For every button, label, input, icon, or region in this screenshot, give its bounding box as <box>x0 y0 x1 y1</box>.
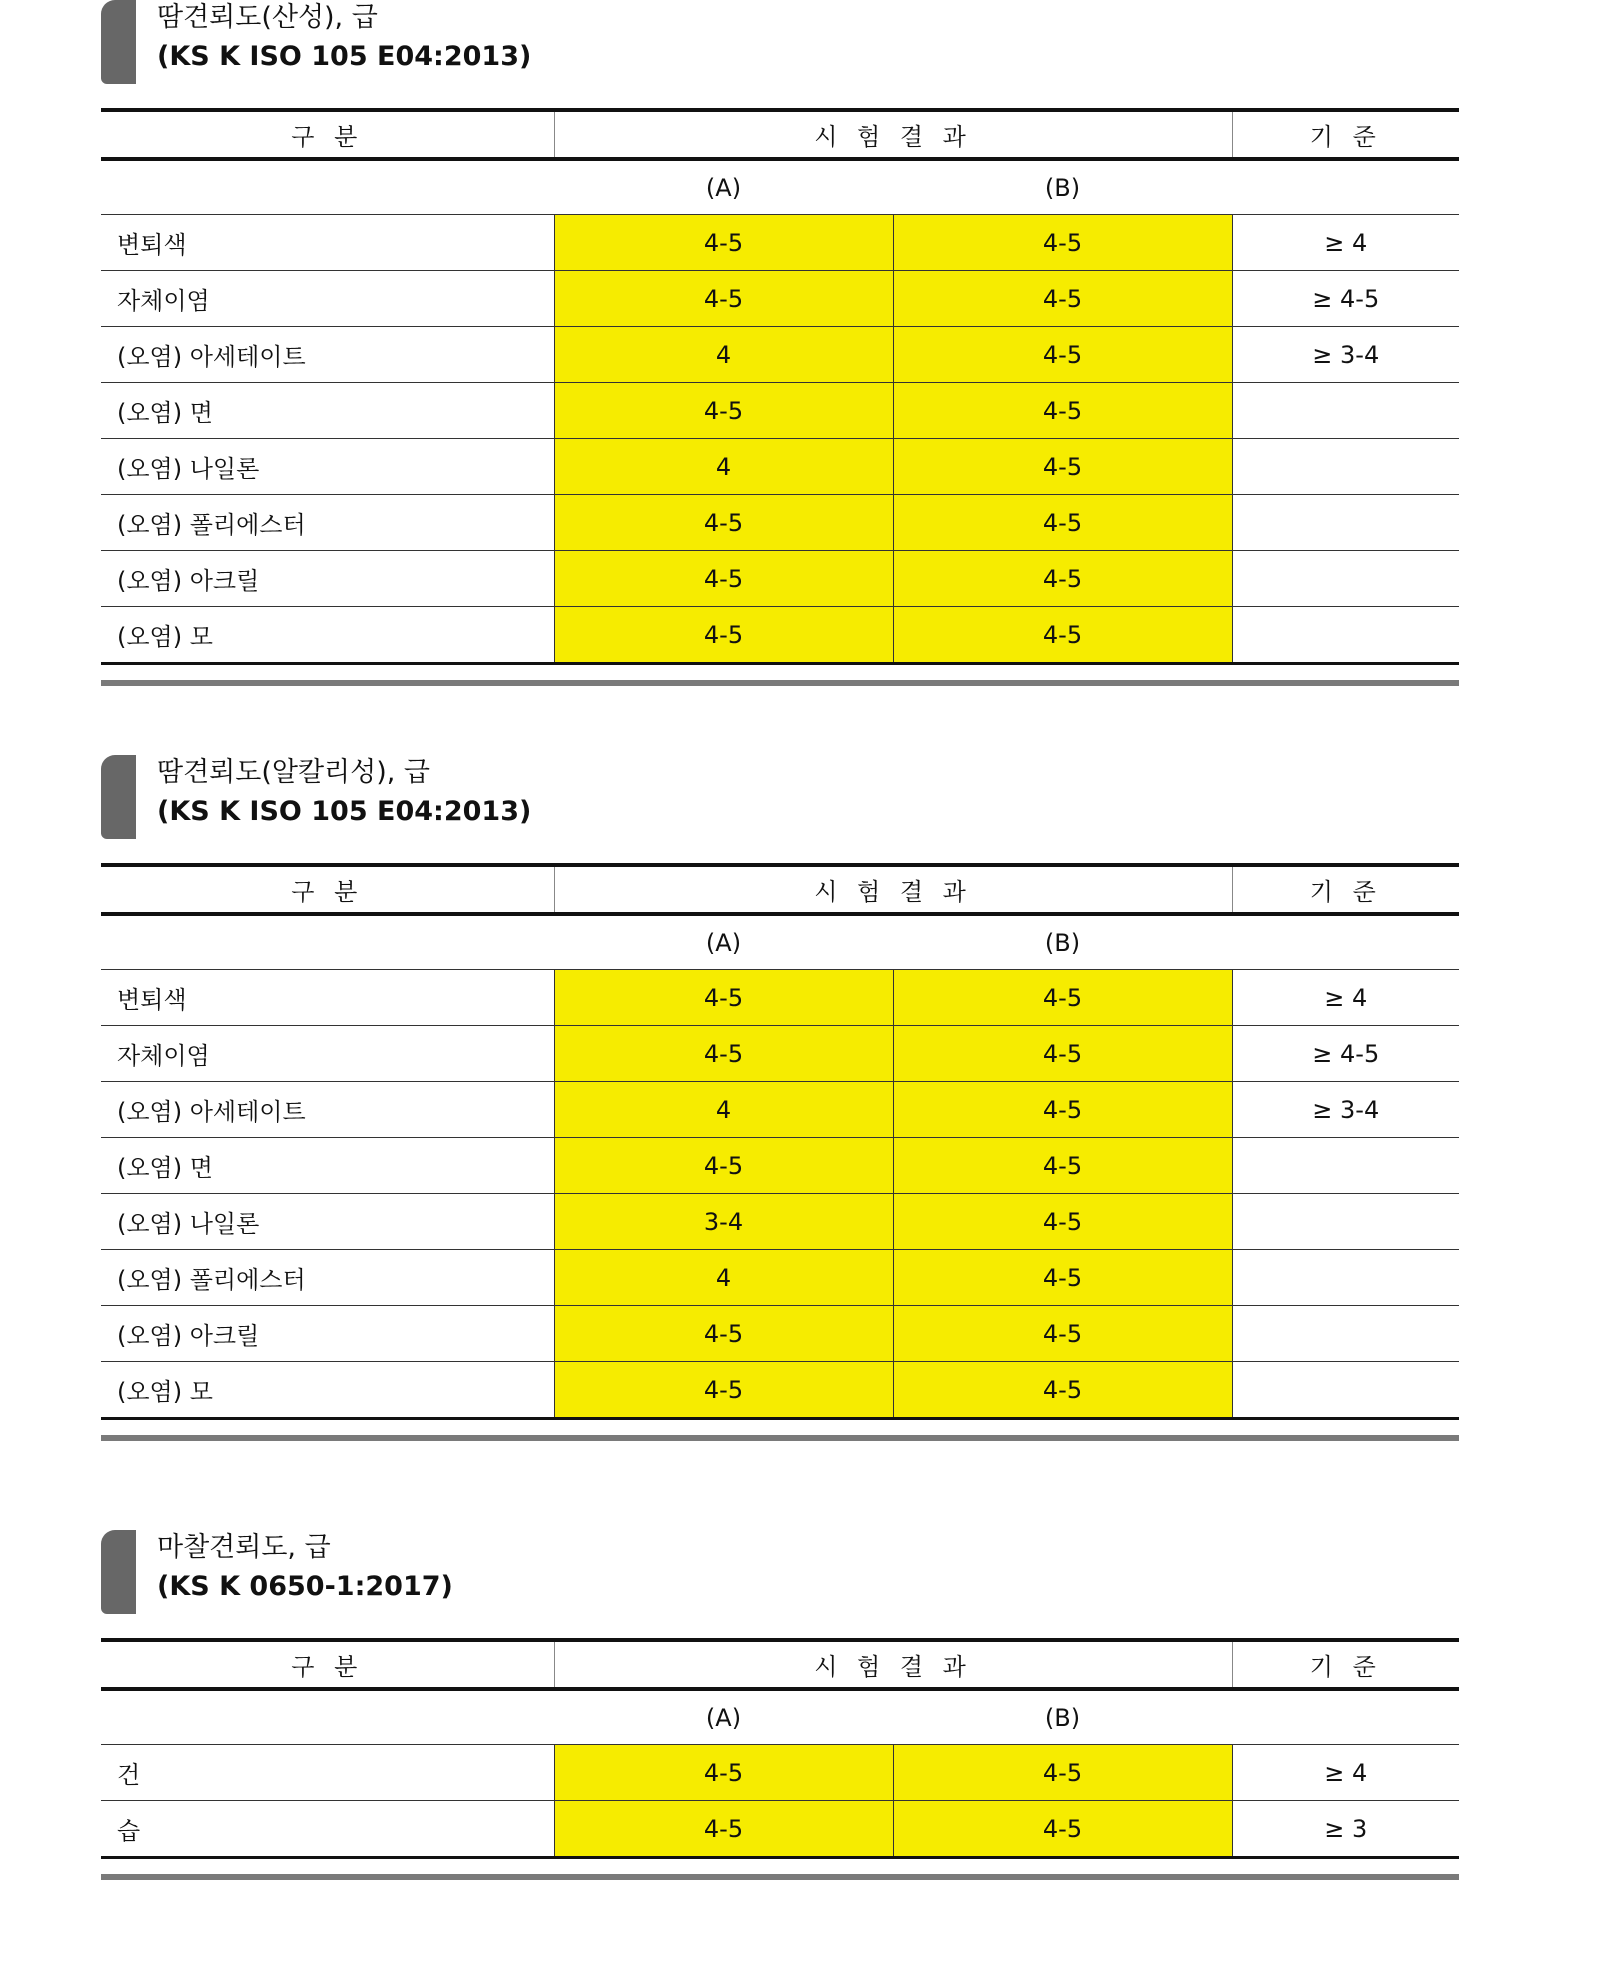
standard-value: ≥ 4 <box>1232 970 1459 1026</box>
result-sample-a: 4 <box>554 439 893 495</box>
section-footer-rule <box>101 1874 1459 1880</box>
standard-value <box>1232 1194 1459 1250</box>
subheader-empty <box>101 159 554 215</box>
result-sample-a: 4-5 <box>554 1745 893 1801</box>
subheader-empty <box>101 914 554 970</box>
result-sample-a: 4-5 <box>554 1026 893 1082</box>
subheader-empty <box>1232 1689 1459 1745</box>
table-row <box>101 327 1459 383</box>
result-sample-b: 4-5 <box>893 1082 1232 1138</box>
standard-value <box>1232 439 1459 495</box>
result-sample-b: 4-5 <box>893 1138 1232 1194</box>
row-label: (오염) 폴리에스터 <box>101 495 554 551</box>
table-row <box>101 383 1459 439</box>
table-row <box>101 607 1459 664</box>
section-header <box>101 0 1459 108</box>
row-label: 자체이염 <box>101 271 554 327</box>
result-sample-b: 4-5 <box>893 1026 1232 1082</box>
section-marker-bar <box>101 1530 136 1614</box>
table-row <box>101 1801 1459 1858</box>
table-header-row <box>101 110 1459 159</box>
table-row <box>101 1306 1459 1362</box>
section-alkaline-perspiration <box>101 755 1459 1441</box>
table-subheader-row <box>101 1689 1459 1745</box>
result-sample-b: 4-5 <box>893 327 1232 383</box>
row-label: 변퇴색 <box>101 970 554 1026</box>
standard-value: ≥ 4 <box>1232 1745 1459 1801</box>
result-sample-b: 4-5 <box>893 1362 1232 1419</box>
table-row <box>101 1082 1459 1138</box>
table-row <box>101 495 1459 551</box>
standard-value <box>1232 1250 1459 1306</box>
result-sample-a: 4-5 <box>554 1362 893 1419</box>
result-sample-a: 4-5 <box>554 1801 893 1858</box>
section-standard-code: (KS K 0650-1:2017) <box>157 1571 453 1602</box>
result-sample-a: 4-5 <box>554 551 893 607</box>
result-sample-a: 4-5 <box>554 1138 893 1194</box>
table-row <box>101 1745 1459 1801</box>
result-sample-b: 4-5 <box>893 271 1232 327</box>
header-test-results: 시 험 결 과 <box>554 110 1232 159</box>
row-label: 변퇴색 <box>101 215 554 271</box>
table-row <box>101 1250 1459 1306</box>
table-row <box>101 439 1459 495</box>
standard-value <box>1232 607 1459 664</box>
subheader-sample-a: (A) <box>554 914 893 970</box>
standard-value <box>1232 1306 1459 1362</box>
header-test-results: 시 험 결 과 <box>554 1640 1232 1689</box>
result-sample-b: 4-5 <box>893 439 1232 495</box>
result-sample-b: 4-5 <box>893 215 1232 271</box>
section-title: 땀견뢰도(산성), 급 <box>157 2 378 33</box>
section-standard-code: (KS K ISO 105 E04:2013) <box>157 796 532 827</box>
row-label: (오염) 모 <box>101 607 554 664</box>
standard-value <box>1232 495 1459 551</box>
results-table <box>101 108 1459 665</box>
result-sample-b: 4-5 <box>893 551 1232 607</box>
result-sample-b: 4-5 <box>893 607 1232 664</box>
table-header-row <box>101 865 1459 914</box>
result-sample-a: 4-5 <box>554 970 893 1026</box>
subheader-sample-a: (A) <box>554 1689 893 1745</box>
table-row <box>101 1362 1459 1419</box>
result-sample-b: 4-5 <box>893 1745 1232 1801</box>
standard-value: ≥ 3-4 <box>1232 327 1459 383</box>
standard-value: ≥ 4 <box>1232 215 1459 271</box>
row-label: (오염) 면 <box>101 383 554 439</box>
result-sample-a: 4-5 <box>554 383 893 439</box>
subheader-empty <box>1232 159 1459 215</box>
result-sample-b: 4-5 <box>893 1250 1232 1306</box>
section-footer-rule <box>101 680 1459 686</box>
subheader-empty <box>101 1689 554 1745</box>
subheader-empty <box>1232 914 1459 970</box>
result-sample-b: 4-5 <box>893 383 1232 439</box>
subheader-sample-b: (B) <box>893 1689 1232 1745</box>
standard-value <box>1232 1138 1459 1194</box>
result-sample-a: 4-5 <box>554 607 893 664</box>
standard-value: ≥ 4-5 <box>1232 1026 1459 1082</box>
table-header-row <box>101 1640 1459 1689</box>
section-marker-bar <box>101 755 136 839</box>
row-label: (오염) 모 <box>101 1362 554 1419</box>
result-sample-b: 4-5 <box>893 1306 1232 1362</box>
header-standard: 기 준 <box>1232 1640 1459 1689</box>
result-sample-a: 4 <box>554 327 893 383</box>
results-table <box>101 863 1459 1420</box>
result-sample-b: 4-5 <box>893 1194 1232 1250</box>
row-label: (오염) 폴리에스터 <box>101 1250 554 1306</box>
result-sample-a: 4-5 <box>554 495 893 551</box>
table-row <box>101 1194 1459 1250</box>
standard-value: ≥ 4-5 <box>1232 271 1459 327</box>
table-row <box>101 1026 1459 1082</box>
row-label: (오염) 나일론 <box>101 439 554 495</box>
result-sample-a: 4-5 <box>554 1306 893 1362</box>
row-label: (오염) 면 <box>101 1138 554 1194</box>
section-marker-bar <box>101 0 136 84</box>
header-category: 구 분 <box>101 110 554 159</box>
subheader-sample-b: (B) <box>893 914 1232 970</box>
subheader-sample-b: (B) <box>893 159 1232 215</box>
table-subheader-row <box>101 914 1459 970</box>
result-sample-a: 3-4 <box>554 1194 893 1250</box>
result-sample-a: 4 <box>554 1250 893 1306</box>
header-test-results: 시 험 결 과 <box>554 865 1232 914</box>
result-sample-b: 4-5 <box>893 970 1232 1026</box>
header-category: 구 분 <box>101 865 554 914</box>
row-label: 건 <box>101 1745 554 1801</box>
section-header <box>101 1530 1459 1638</box>
result-sample-a: 4 <box>554 1082 893 1138</box>
result-sample-a: 4-5 <box>554 271 893 327</box>
result-sample-a: 4-5 <box>554 215 893 271</box>
section-title: 땀견뢰도(알칼리성), 급 <box>157 757 430 788</box>
subheader-sample-a: (A) <box>554 159 893 215</box>
section-header <box>101 755 1459 863</box>
row-label: 자체이염 <box>101 1026 554 1082</box>
section-acid-perspiration <box>101 0 1459 686</box>
standard-value <box>1232 383 1459 439</box>
table-row <box>101 271 1459 327</box>
section-standard-code: (KS K ISO 105 E04:2013) <box>157 41 532 72</box>
table-row <box>101 551 1459 607</box>
table-row <box>101 970 1459 1026</box>
row-label: (오염) 아크릴 <box>101 551 554 607</box>
result-sample-b: 4-5 <box>893 1801 1232 1858</box>
row-label: (오염) 아크릴 <box>101 1306 554 1362</box>
section-rubbing <box>101 1530 1459 1880</box>
row-label: (오염) 나일론 <box>101 1194 554 1250</box>
section-footer-rule <box>101 1435 1459 1441</box>
header-standard: 기 준 <box>1232 865 1459 914</box>
table-row <box>101 215 1459 271</box>
standard-value <box>1232 1362 1459 1419</box>
section-title: 마찰견뢰도, 급 <box>157 1532 331 1563</box>
header-category: 구 분 <box>101 1640 554 1689</box>
standard-value <box>1232 551 1459 607</box>
standard-value: ≥ 3 <box>1232 1801 1459 1858</box>
row-label: (오염) 아세테이트 <box>101 1082 554 1138</box>
row-label: 습 <box>101 1801 554 1858</box>
table-row <box>101 1138 1459 1194</box>
row-label: (오염) 아세테이트 <box>101 327 554 383</box>
header-standard: 기 준 <box>1232 110 1459 159</box>
standard-value: ≥ 3-4 <box>1232 1082 1459 1138</box>
results-table <box>101 1638 1459 1859</box>
table-subheader-row <box>101 159 1459 215</box>
result-sample-b: 4-5 <box>893 495 1232 551</box>
